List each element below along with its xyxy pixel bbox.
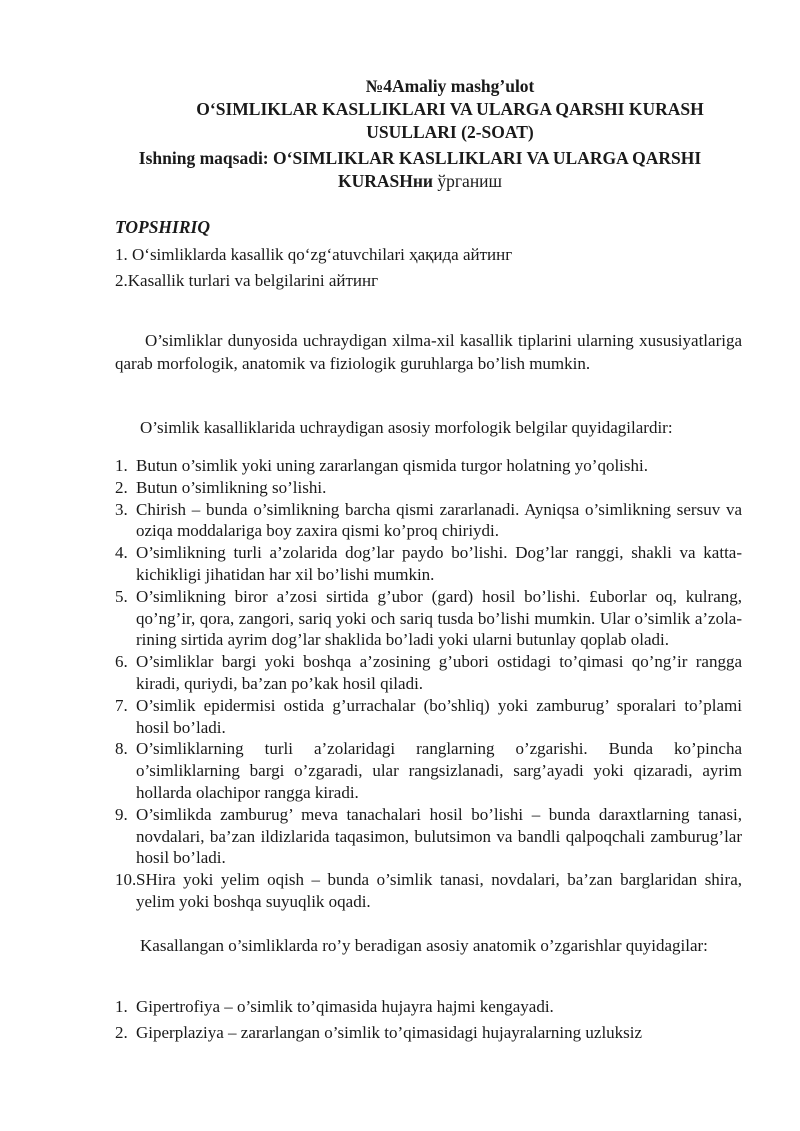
list-item-text: Gipertrofiya – o’simlik to’qimasida hujayra hajmi kengayadi. <box>136 997 554 1016</box>
list-item-number: 4. <box>115 543 128 563</box>
goal-line-2 <box>80 170 760 193</box>
list-item-number: 7. <box>115 695 128 715</box>
task-item-1: 1. O‘simliklarda kasallik qo‘zg‘atuvchilari ҳақида айтинг <box>115 245 513 264</box>
list-item-number: 1. <box>115 456 128 475</box>
list-item-number: 6. <box>115 652 128 672</box>
list-item-number: 1. <box>115 997 128 1016</box>
list-item-text: O’simliklarning turli a’zolaridagi ranglarning o’zgarishi. Bunda ko’pincha o’simliklarning bargi o’zgaradi, ular rangsizlanadi, sarg’ayadi yoki qizaradi, ayrim hollarda olachipor rangga kiradi. <box>136 739 742 802</box>
document-header <box>100 75 760 144</box>
list-item <box>115 542 742 586</box>
list-item <box>115 738 742 803</box>
list-item-text: Butun o’simlik yoki uning zararlangan qismida turgor holatning yo’qolishi. <box>136 456 648 475</box>
list-item-text: SHira yoki yelim oqish – bunda o’simlik tanasi, novdalari, ba’zan barglaridan shira, yelim yoki boshqa suyuqlik oqadi. <box>136 870 742 911</box>
list-item-text: O’simlikda zamburug’ meva tanachalari hosil bo’lishi – bunda daraxtlarning tanasi, novdalari, ba’zan ildizlarida taqasimon, bulutsimon va bandli qalpoqchali zamburug’lar hosil bo’ladi. <box>136 804 742 868</box>
list-item <box>115 869 742 913</box>
list-item-number: 10. <box>115 870 137 890</box>
list-item <box>115 994 742 1020</box>
list-item <box>115 455 742 477</box>
list-item-number: 5. <box>115 586 128 606</box>
list-item-text: O’simliklar bargi yoki boshqa a’zosining g’ubori ostidagi to’qimasi qo’ng’ir rangga kiradi, quriydi, ba’zan po’kak hosil qiladi. <box>136 652 742 693</box>
morphological-signs-list <box>115 455 742 913</box>
goal-line-1: Ishning maqsadi: O‘SIMLIKLAR KASLLIKLARI VA ULARGA QARSHI <box>138 148 702 168</box>
list-item-text: Giperplaziya – zararlangan o’simlik to’qimasidagi hujayralarning uzluksiz <box>136 1023 643 1042</box>
list-item <box>115 499 742 543</box>
anatomical-changes-list <box>115 994 742 1046</box>
anatomical-intro: Kasallangan o’simliklarda ro’y beradigan asosiy anatomik o’zgarishlar quyidagilar: <box>140 936 708 955</box>
list-item-number: 3. <box>115 499 128 519</box>
list-item-number: 9. <box>115 804 128 824</box>
list-item <box>115 586 742 651</box>
task-title: TOPSHIRIQ <box>115 217 210 237</box>
list-item-text: Butun o’simlikning so’lishi. <box>136 477 327 497</box>
list-item <box>115 695 742 739</box>
list-item <box>115 651 742 695</box>
task-item-2: 2.Kasallik turlari va belgilarini айтинг <box>115 271 379 290</box>
list-item-text: O’simlikning turli a’zolarida dog’lar paydo bo’lishi. Dog’lar ranggi, shakli va katta-kichikligi jihatidan har xil bo’lishi mumkin. <box>136 543 742 584</box>
goal-block <box>80 147 760 193</box>
goal-plain-text: ўрганиш <box>433 171 503 191</box>
morphological-intro: O’simlik kasalliklarida uchraydigan asosiy morfologik belgilar quyidagilardir: <box>140 418 673 437</box>
list-item <box>115 477 742 499</box>
goal-bold-text: KURASHни <box>337 171 433 191</box>
topic-title-line-1: O‘SIMLIKLAR KASLLIKLARI VA ULARGA QARSHI KURASH <box>196 99 704 119</box>
list-item-text: O’simlikning biror a’zosi sirtida g’ubor (gard) hosil bo’lishi. £uborlar oq, kulrang, qo’ng’ir, qora, zangori, sariq yoki och sariq tusda bo’lishi mumkin. Ular o’simlik a’zola-rining sirtida ayrim dog’lar shaklida bo’ladi yoki ularni butunlay qoplab oladi. <box>136 586 742 650</box>
list-item-number: 2. <box>115 477 128 497</box>
practical-number: №4Amaliy mashg’ulot <box>365 76 535 96</box>
list-item-text: O’simlik epidermisi ostida g’urrachalar (bo’shliq) yoki zamburug’ sporalari to’plami hosil bo’ladi. <box>136 695 742 737</box>
list-item-text: Chirish – bunda o’simlikning barcha qismi zararlanadi. Ayniqsa o’simlikning sersuv va oziqa moddalariga boy zaxira qismi ko’proq chiriydi. <box>136 499 742 541</box>
list-item <box>115 804 742 869</box>
intro-paragraph: O’simliklar dunyosida uchraydigan xilma-xil kasallik tiplarini ularning xususiyatlariga qarab morfologik, anatomik va fiziologik guruhlarga bo’lish mumkin. <box>115 331 742 373</box>
list-item <box>115 1020 742 1046</box>
list-item-number: 8. <box>115 739 128 759</box>
topic-title-line-2: USULLARI (2-SOAT) <box>366 122 534 142</box>
list-item-number: 2. <box>115 1023 128 1042</box>
